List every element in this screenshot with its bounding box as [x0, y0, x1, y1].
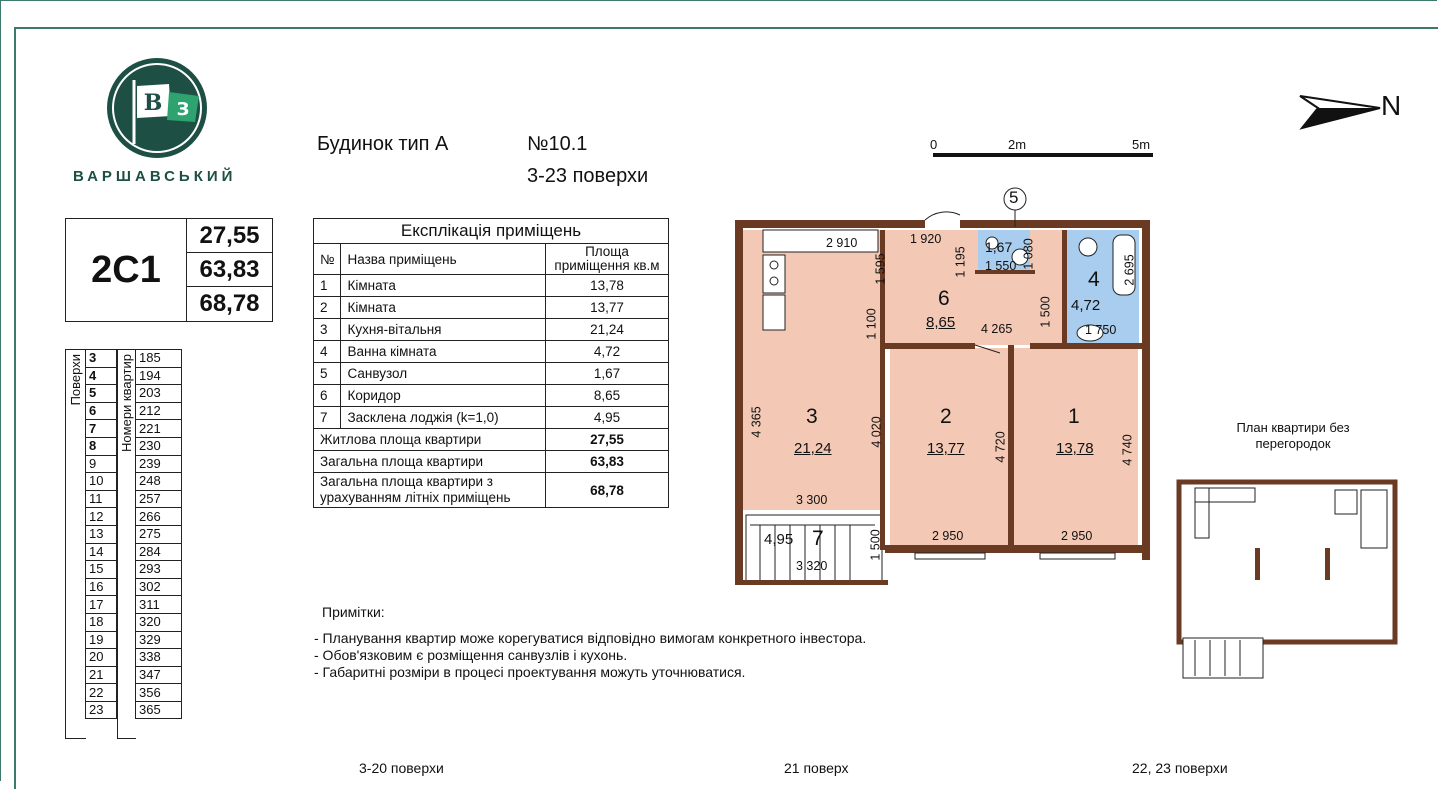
apartment-number-cell: 257 [136, 490, 182, 508]
scale-2m: 2m [1008, 137, 1027, 152]
flag-icon [107, 58, 207, 158]
floor-number: 12 [86, 508, 117, 526]
floor-number: 21 [86, 666, 117, 684]
brand-logo [107, 58, 207, 158]
dim-1080: 1 080 [1021, 238, 1036, 270]
apartment-number-cell: 266 [136, 508, 182, 526]
row-name: Кімната [341, 297, 546, 319]
col-name: Назва приміщень [341, 244, 546, 275]
dim-4720: 4 720 [993, 431, 1008, 463]
room-4-number: 4 [1088, 268, 1100, 291]
floors-column [85, 349, 117, 719]
apartment-number-cell: 329 [136, 631, 182, 649]
floor-number: 13 [86, 525, 117, 543]
apartment-number-cell: 365 [136, 701, 182, 719]
apartment-number-cell: 212 [136, 402, 182, 420]
row-name: Коридор [341, 385, 546, 407]
total-area-value: 63,83 [187, 253, 272, 287]
apartment-number-cell: 284 [136, 543, 182, 561]
open-floor-plan [1175, 478, 1400, 683]
floor-number: 8 [86, 437, 117, 455]
floor-number: 3 [86, 350, 117, 368]
dim-kitchen-top: 2 910 [826, 236, 858, 250]
apartment-numbers-column [135, 349, 182, 719]
row-area: 13,78 [546, 275, 669, 297]
room-6-number: 6 [938, 287, 950, 310]
explication-row [314, 385, 669, 407]
room-3-area: 21,24 [794, 440, 832, 457]
floor-number: 22 [86, 684, 117, 702]
explication-row [314, 363, 669, 385]
apartment-number-cell: 194 [136, 367, 182, 385]
room-3-number: 3 [806, 405, 818, 428]
floors-label-cell [65, 349, 86, 739]
row-area: 1,67 [546, 363, 669, 385]
row-no: 2 [314, 297, 341, 319]
footer-floors-22-23[interactable]: 22, 23 поверхи [1132, 760, 1228, 776]
floor-number: 7 [86, 420, 117, 438]
explication-table [313, 218, 669, 508]
scale-5m: 5m [1132, 137, 1151, 152]
apartment-code: 2С1 [66, 219, 187, 321]
row-area: 4,95 [546, 407, 669, 429]
floor-number: 4 [86, 367, 117, 385]
apartment-number-cell: 221 [136, 420, 182, 438]
row-area: 8,65 [546, 385, 669, 407]
floor-number: 9 [86, 455, 117, 473]
row-name: Кухня-вітальня [341, 319, 546, 341]
floor-number: 17 [86, 596, 117, 614]
floors-range: 3-23 поверхи [527, 165, 649, 187]
row-no: 6 [314, 385, 341, 407]
room-7-number: 7 [812, 527, 824, 550]
apartment-number-cell: 293 [136, 561, 182, 579]
total-value: 63,83 [546, 451, 669, 473]
dim-2950-b: 2 950 [1061, 529, 1093, 543]
apartment-number-cell: 338 [136, 649, 182, 667]
note-2: - Обов'язковим є розміщення санвузлів і кухонь. [314, 647, 628, 663]
floor-number: 15 [86, 561, 117, 579]
room-6-area: 8,65 [926, 314, 956, 331]
floor-number: 23 [86, 701, 117, 719]
apartment-type-box [65, 218, 273, 322]
explication-row [314, 297, 669, 319]
numbers-label-cell [117, 349, 136, 739]
logo-letter-1: В [143, 90, 163, 116]
row-no: 1 [314, 275, 341, 297]
row-area: 13,77 [546, 297, 669, 319]
floor-number: 6 [86, 402, 117, 420]
dim-2695: 2 695 [1122, 254, 1137, 286]
explication-total-row [314, 473, 669, 508]
floor-number: 10 [86, 473, 117, 491]
col-area: Площа приміщення кв.м [546, 244, 669, 275]
notes [314, 604, 866, 681]
notes-title: Примітки: [322, 604, 385, 620]
logo-letter-2: З [176, 99, 190, 120]
row-name: Санвузол [341, 363, 546, 385]
row-area: 21,24 [546, 319, 669, 341]
dim-corridor-top: 1 920 [910, 232, 942, 246]
apartment-number-cell: 302 [136, 578, 182, 596]
dim-3320: 3 320 [796, 559, 828, 573]
apartment-number-cell: 203 [136, 385, 182, 403]
dim-4365: 4 365 [749, 406, 764, 438]
numbers-label: Номери квартир [119, 354, 134, 452]
col-no: № [314, 244, 341, 275]
floor-number: 14 [86, 543, 117, 561]
room-4-area: 4,72 [1071, 297, 1101, 314]
explication-title: Експлікація приміщень [314, 219, 669, 244]
open-plan-title: План квартири без перегородок [1236, 420, 1350, 451]
total-label: Загальна площа квартири [314, 451, 546, 473]
explication-row [314, 275, 669, 297]
row-name: Засклена лоджія (k=1,0) [341, 407, 546, 429]
living-area-value: 27,55 [187, 219, 272, 253]
row-no: 4 [314, 341, 341, 363]
brand-name: ВАРШАВСЬКИЙ [73, 168, 237, 185]
floor-number: 18 [86, 613, 117, 631]
dim-2950-a: 2 950 [932, 529, 964, 543]
note-3: - Габаритні розміри в процесі проектування можуть уточнюватися. [314, 664, 746, 680]
row-name: Ванна кімната [341, 341, 546, 363]
note-1: - Планування квартир може корегуватися відповідно вимогам конкретного інвестора. [314, 630, 867, 646]
dim-3300: 3 300 [796, 493, 828, 507]
apartment-number-cell: 347 [136, 666, 182, 684]
dim-1550: 1 550 [985, 259, 1017, 273]
scale-bar [933, 153, 1153, 157]
apartment-number: №10.1 [527, 133, 588, 155]
room-1-number: 1 [1068, 405, 1080, 428]
apartment-number-cell: 248 [136, 473, 182, 491]
scale-0: 0 [930, 137, 938, 152]
total-value: 68,78 [546, 473, 669, 508]
floor-number: 19 [86, 631, 117, 649]
dim-1750: 1 750 [1085, 323, 1117, 337]
row-name: Кімната [341, 275, 546, 297]
explication-total-row [314, 429, 669, 451]
apartment-number-cell: 230 [136, 437, 182, 455]
apartment-number-cell: 239 [136, 455, 182, 473]
total-value: 27,55 [546, 429, 669, 451]
apartment-number-cell: 320 [136, 613, 182, 631]
dim-4265: 4 265 [981, 322, 1013, 336]
north-arrow-icon [1298, 92, 1382, 132]
explication-total-row [314, 451, 669, 473]
explication-row [314, 407, 669, 429]
apartment-number-cell: 275 [136, 525, 182, 543]
room-2-number: 2 [940, 405, 952, 428]
apartment-number-cell: 311 [136, 596, 182, 614]
row-no: 7 [314, 407, 341, 429]
dim-1500-loggia: 1 500 [868, 529, 883, 561]
floor-number: 20 [86, 649, 117, 667]
explication-row [314, 319, 669, 341]
dim-4020: 4 020 [869, 416, 884, 448]
apartment-number-cell: 356 [136, 684, 182, 702]
dim-1100: 1 100 [864, 308, 879, 340]
room-7-area: 4,95 [764, 531, 794, 548]
footer-floors-3-20[interactable]: 3-20 поверхи [359, 760, 444, 776]
total-label: Загальна площа квартири з урахуванням літніх приміщень [314, 473, 546, 508]
building-type: Будинок тип А [317, 133, 449, 155]
floor-number: 5 [86, 385, 117, 403]
explication-row [314, 341, 669, 363]
room-1-area: 13,78 [1056, 440, 1094, 457]
dim-1500-corridor: 1 500 [1038, 296, 1053, 328]
row-no: 3 [314, 319, 341, 341]
row-no: 5 [314, 363, 341, 385]
total-label: Житлова площа квартири [314, 429, 546, 451]
room-5-area: 1,67 [985, 239, 1013, 255]
floors-label: Поверхи [68, 354, 83, 406]
dim-1595: 1 595 [873, 253, 888, 285]
dim-4740: 4 740 [1120, 434, 1135, 466]
room-2-area: 13,77 [927, 440, 965, 457]
footer-floor-21[interactable]: 21 поверх [784, 760, 849, 776]
apartment-number-cell: 185 [136, 350, 182, 368]
floor-number: 16 [86, 578, 117, 596]
row-area: 4,72 [546, 341, 669, 363]
north-label: N [1381, 90, 1402, 121]
floor-number: 11 [86, 490, 117, 508]
summer-area-value: 68,78 [199, 289, 260, 317]
room-5-number: 5 [1009, 188, 1019, 207]
dim-1195: 1 195 [953, 246, 968, 278]
